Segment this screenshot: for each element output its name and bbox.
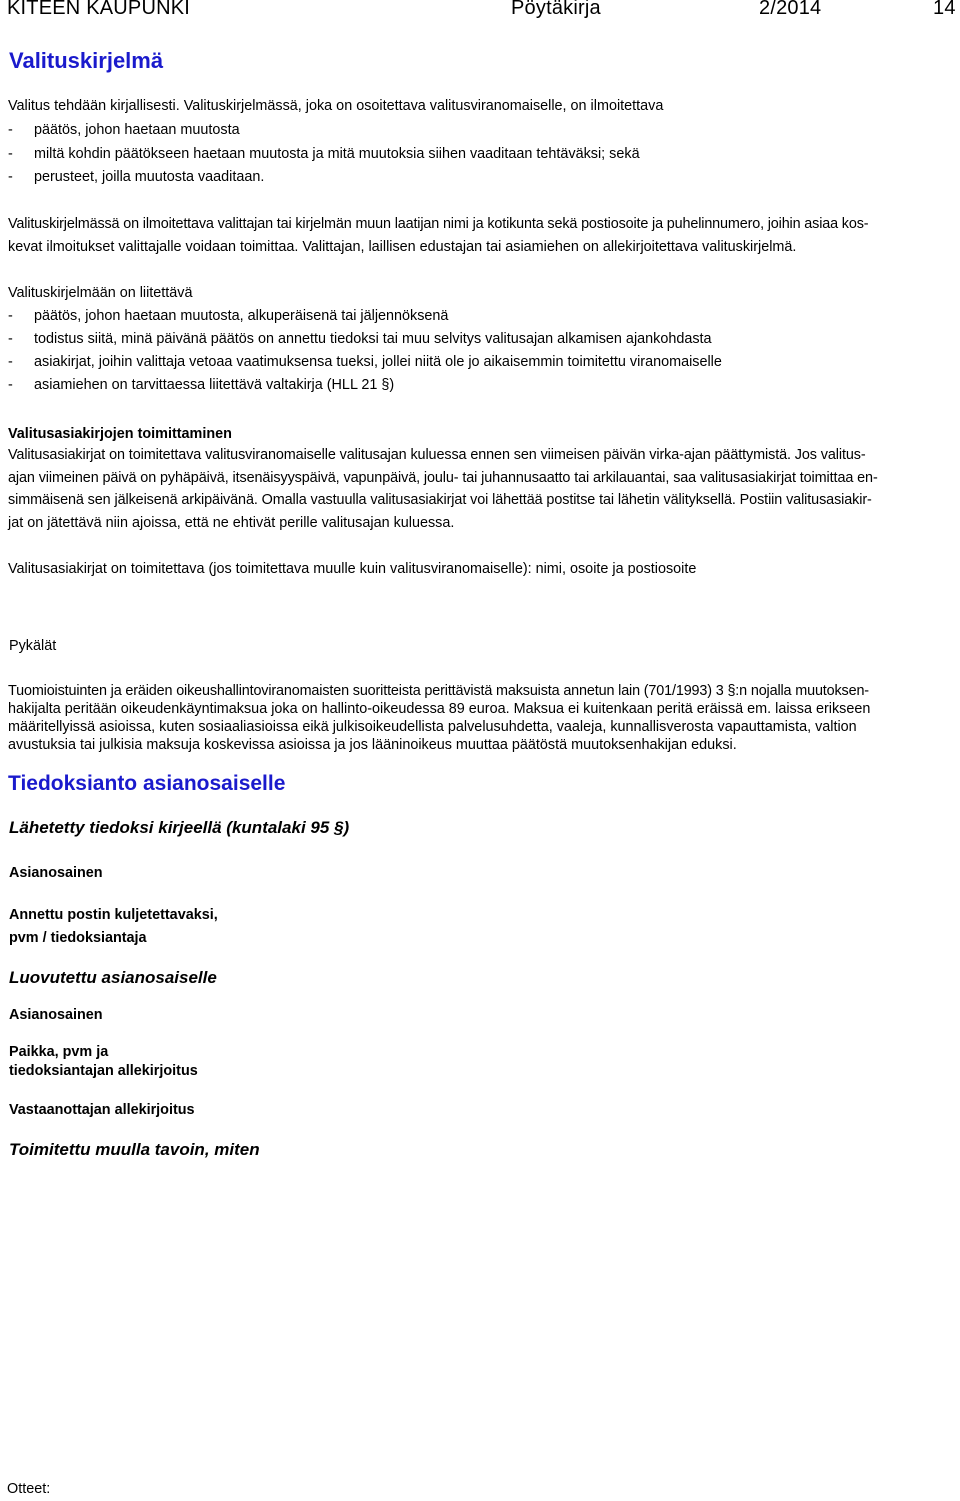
list-item: - päätös, johon haetaan muutosta, alkuperäisenä tai jäljennöksenä	[8, 308, 449, 324]
list-item: - miltä kohdin päätökseen haetaan muutosta ja mitä muutoksia siihen vaaditaan tehtäväksi; sekä	[8, 146, 640, 162]
recipient-signature-label: Vastaanottajan allekirjoitus	[9, 1102, 195, 1118]
appeal-intro: Valitus tehdään kirjallisesti. Valituskirjelmässä, joka on osoitettava valitusviranomaiselle, on ilmoitettava	[8, 98, 664, 114]
delivery-paragraph-line: ajan viimeinen päivä on pyhäpäivä, itsenäisyyspäivä, vapunpäivä, joulu- tai juhannusaatto tai arkilauantai, saa valitusasiakirjat toimittaa en-	[8, 470, 878, 486]
place-date-label: Paikka, pvm ja	[9, 1044, 109, 1060]
fees-paragraph-line: määritellyissä asioissa, kuten sosiaaliasioissa eikä julkisoikeudellista palvelusuhdetta, vaaleja, kunnallisverosta vapauttamista, valtion	[8, 719, 857, 735]
notice-title: Tiedoksianto asianosaiselle	[8, 772, 286, 795]
fees-paragraph-line: hakijalta peritään oikeudenkäyntimaksua joka on hallinto-oikeudessa 89 euroa. Maksua ei kuitenkaan peritä eräissä em. laissa erikseen	[8, 701, 871, 717]
delivery-paragraph-line: jat on jätettävä niin ajoissa, että ne ehtivät perille valitusajan kuluessa.	[8, 515, 455, 531]
header-city: KITEEN KAUPUNKI	[7, 0, 191, 19]
list-item: - asiamiehen on tarvittaessa liitettävä valtakirja (HLL 21 §)	[8, 377, 395, 393]
fees-heading: Pykälät	[9, 638, 57, 654]
header-page-number: 14	[933, 0, 956, 19]
notifier-signature-label: tiedoksiantajan allekirjoitus	[9, 1063, 198, 1079]
list-item: - perusteet, joilla muutosta vaaditaan.	[8, 169, 265, 185]
attachments-intro: Valituskirjelmään on liitettävä	[8, 285, 193, 301]
delivery-paragraph-line: Valitusasiakirjat on toimitettava valitusviranomaiselle valitusajan kuluessa ennen sen viimeisen päivän virka-ajan päättymistä. Jos valitus-	[8, 447, 866, 463]
list-item: - päätös, johon haetaan muutosta	[8, 122, 240, 138]
fees-paragraph-line: avustuksia tai julkisia maksuja koskevissa asioissa ja jos lääninoikeus muuttaa päätöstä muutoksenhakijan eduksi.	[8, 737, 737, 753]
posted-label: Annettu postin kuljetettavaksi,	[9, 907, 218, 923]
other-delivery-heading: Toimitettu muulla tavoin, miten	[9, 1140, 260, 1159]
party-label: Asianosainen	[9, 865, 103, 881]
posted-date-label: pvm / tiedoksiantaja	[9, 930, 147, 946]
appeal-title: Valituskirjelmä	[9, 48, 164, 73]
appendices-label: Otteet:	[7, 1481, 51, 1497]
delivery-paragraph-line: simmäisenä sen jälkeisenä arkipäivänä. Omalla vastuulla valitusasiakirjat voi lähettää postitse tai lähetin välityksellä. Postiin valitusasiakir-	[8, 492, 872, 508]
header-number: 2/2014	[759, 0, 822, 19]
list-item: - asiakirjat, joihin valittaja vetoaa vaatimuksensa tueksi, jollei niitä ole jo aikaisemmin toimitettu viranomaiselle	[8, 354, 722, 370]
fees-paragraph-line: Tuomioistuinten ja eräiden oikeushallintoviranomaisten suoritteista perittävistä maksuista annetun lain (701/1993) 3 §:n nojalla muutoksen-	[8, 683, 869, 699]
delivery-address-note: Valitusasiakirjat on toimitettava (jos toimitettava muulle kuin valitusviranomaiselle): nimi, osoite ja postiosoite	[8, 561, 697, 577]
delivery-heading: Valitusasiakirjojen toimittaminen	[8, 426, 232, 442]
appeal-signer-paragraph-line: Valituskirjelmässä on ilmoitettava valittajan tai kirjelmän muun laatijan nimi ja kotikunta sekä postiosoite ja puhelinnumero, joihin asiaa kos-	[8, 216, 869, 232]
appeal-signer-paragraph-line: kevat ilmoitukset valittajalle voidaan toimittaa. Valittajan, laillisen edustajan tai asiamiehen on allekirjoitettava valituskirjelmä.	[8, 239, 797, 255]
party-label: Asianosainen	[9, 1007, 103, 1023]
sent-by-letter-heading: Lähetetty tiedoksi kirjeellä (kuntalaki 95 §)	[9, 818, 350, 837]
list-item: - todistus siitä, minä päivänä päätös on annettu tiedoksi tai muu selvitys valitusajan alkamisen ajankohdasta	[8, 331, 712, 347]
header-doc-type: Pöytäkirja	[511, 0, 601, 19]
handed-over-heading: Luovutettu asianosaiselle	[9, 968, 217, 987]
